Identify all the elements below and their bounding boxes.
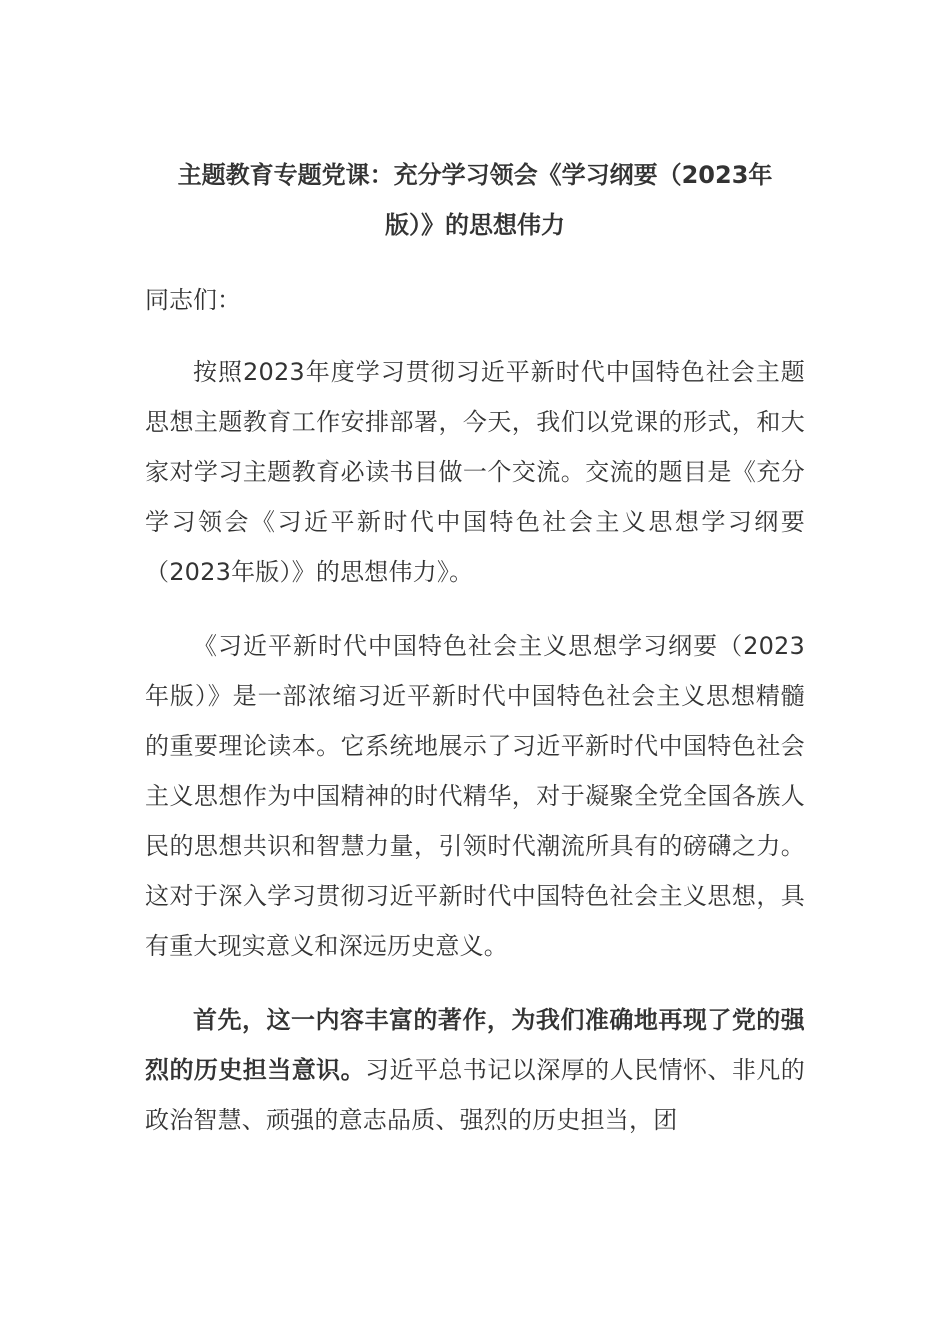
paragraph-text: 按照2023年度学习贯彻习近平新时代中国特色社会主题思想主题教育工作安排部署，今天，我们以党课的形式，和大家对学习主题教育必读书目做一个交流。交流的题目是《充分学习领会《习近平新时代中国特色社会主义思想学习纲要（2023年版）》的思想伟力》。 [145,358,805,586]
title-line-2: 版）》的思想伟力 [385,211,565,239]
paragraph [145,995,805,1145]
title-line-1: 主题教育专题党课：充分学习领会《学习纲要（2023年 [177,161,773,189]
paragraph-bold-lead: 首先，这一内容丰富的著作，为我们准确地再现了党的强烈的历史担当意识。 [145,1006,805,1084]
paragraph-text: 习近平总书记以深厚的人民情怀、非凡的政治智慧、顽强的意志品质、强烈的历史担当，团 [145,1056,805,1134]
paragraph [145,347,805,597]
document-body [145,150,805,1169]
paragraph [145,621,805,971]
salutation: 同志们： [145,286,241,314]
paragraph-text: 《习近平新时代中国特色社会主义思想学习纲要（2023年版）》是一部浓缩习近平新时代中国特色社会主义思想精髓的重要理论读本。它系统地展示了习近平新时代中国特色社会主义思想作为中国精神的时代精华，对于凝聚全党全国各族人民的思想共识和智慧力量，引领时代潮流所具有的磅礴之力。这对于深入学习贯彻习近平新时代中国特色社会主义思想，具有重大现实意义和深远历史意义。 [145,632,805,960]
document-title [135,150,815,250]
